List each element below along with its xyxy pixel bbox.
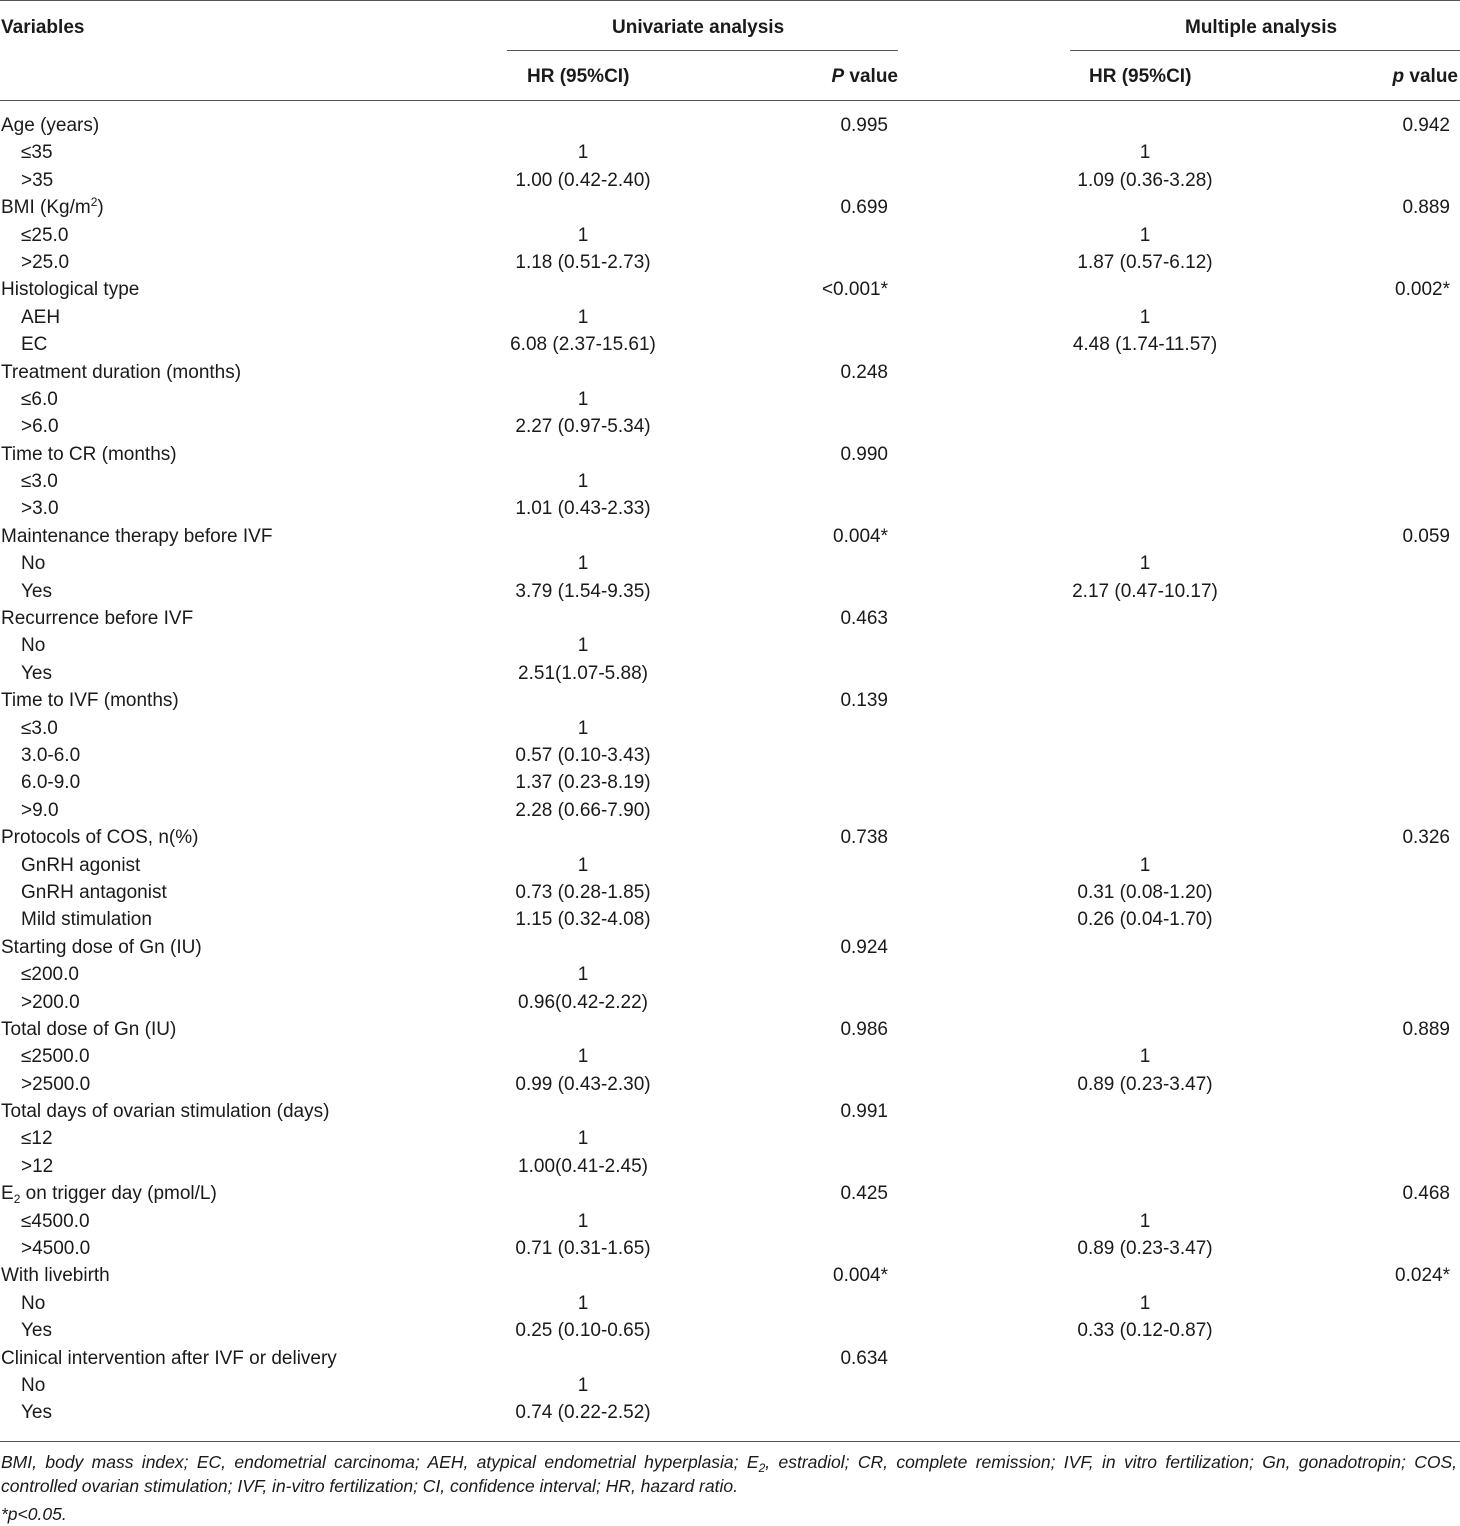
univariate-hr-cell: 1 <box>577 717 589 739</box>
table-row <box>0 1317 1460 1344</box>
multiple-p-cell: 0.024* <box>1395 1265 1450 1287</box>
variable-label: Yes <box>21 580 52 602</box>
univariate-p-cell: 0.995 <box>840 115 888 136</box>
multiple-hr-cell <box>1145 934 1146 961</box>
variable-label: Age (years) <box>1 115 100 136</box>
variable-label: Protocols of COS, n(%) <box>1 827 199 849</box>
variable-label: ≤2500.0 <box>21 1046 90 1068</box>
multiple-hr-cell <box>1145 1125 1146 1152</box>
table-row <box>0 824 1460 851</box>
multiple-hr-cell <box>1145 1016 1146 1043</box>
table-row <box>0 715 1460 742</box>
table-row <box>0 468 1460 495</box>
multiple-p-cell: 0.326 <box>1402 827 1450 849</box>
variable-label: Clinical intervention after IVF or delivery <box>1 1347 337 1369</box>
multiple-hr-cell: 1 <box>1139 1292 1151 1314</box>
univariate-hr-cell: 1 <box>577 471 589 493</box>
multiple-rule <box>1070 50 1460 51</box>
variable-label: Total days of ovarian stimulation (days) <box>1 1101 330 1123</box>
variable-label: EC <box>21 334 48 356</box>
univariate-p-cell: <0.001* <box>821 279 888 301</box>
multiple-p-cell: 0.942 <box>1402 115 1450 136</box>
variable-label: Yes <box>21 1320 52 1342</box>
multiple-hr-cell <box>1145 961 1146 988</box>
multiple-hr-cell <box>1145 632 1146 659</box>
multiple-hr-cell <box>1145 495 1146 522</box>
multiple-hr-cell: 0.31 (0.08-1.20) <box>1077 881 1213 903</box>
header-univariate-hr: HR (95%CI) <box>527 66 630 87</box>
variable-label: No <box>21 635 46 657</box>
table-row <box>0 797 1460 824</box>
multiple-hr-cell <box>1145 715 1146 742</box>
table-row <box>0 1153 1460 1180</box>
table-row <box>0 632 1460 659</box>
univariate-hr-cell: 0.25 (0.10-0.65) <box>515 1320 651 1342</box>
multiple-p-cell: 0.889 <box>1402 1018 1450 1040</box>
table-row <box>0 879 1460 906</box>
univariate-p-cell: 0.248 <box>840 361 888 383</box>
univariate-hr-cell <box>583 1098 584 1125</box>
header-univariate-p: P value <box>831 66 898 87</box>
table-row <box>0 1098 1460 1125</box>
univariate-hr-cell <box>583 441 584 468</box>
univariate-hr-cell: 3.79 (1.54-9.35) <box>515 580 651 602</box>
multiple-hr-cell <box>1145 687 1146 714</box>
variable-label: Starting dose of Gn (IU) <box>1 936 202 958</box>
variable-label: >35 <box>21 169 54 191</box>
table-row <box>0 112 1460 139</box>
univariate-hr-cell: 2.51(1.07-5.88) <box>518 662 648 684</box>
univariate-hr-cell: 1.37 (0.23-8.19) <box>515 772 651 794</box>
table-row <box>0 742 1460 769</box>
univariate-p-cell: 0.990 <box>840 443 888 465</box>
univariate-hr-cell: 1.15 (0.32-4.08) <box>515 909 651 931</box>
multiple-hr-cell <box>1145 605 1146 632</box>
variable-label: >12 <box>21 1155 54 1177</box>
univariate-rule <box>507 50 898 51</box>
variable-label: ≤6.0 <box>21 388 58 410</box>
table-row <box>0 1262 1460 1289</box>
variable-label: Total dose of Gn (IU) <box>1 1018 177 1040</box>
variable-label: ≤35 <box>21 142 53 164</box>
univariate-hr-cell <box>583 523 584 550</box>
variable-label: No <box>21 1374 46 1396</box>
table-row <box>0 1125 1460 1152</box>
table-row <box>0 989 1460 1016</box>
variable-label: Mild stimulation <box>21 909 152 931</box>
multiple-hr-cell: 1 <box>1139 142 1151 164</box>
univariate-hr-cell <box>583 359 584 386</box>
table-row <box>0 1290 1460 1317</box>
header-variables: Variables <box>1 17 85 38</box>
univariate-hr-cell: 1 <box>577 1046 589 1068</box>
multiple-hr-cell <box>1145 989 1146 1016</box>
multiple-hr-cell <box>1145 769 1146 796</box>
univariate-p-cell: 0.004* <box>833 525 888 547</box>
table-row <box>0 249 1460 276</box>
univariate-hr-cell: 1 <box>577 1128 589 1150</box>
univariate-hr-cell <box>583 687 584 714</box>
univariate-hr-cell <box>583 605 584 632</box>
variable-label: AEH <box>21 306 61 328</box>
univariate-hr-cell <box>583 1016 584 1043</box>
multiple-hr-cell <box>1145 441 1146 468</box>
univariate-p-cell: 0.924 <box>840 936 888 958</box>
multiple-hr-cell <box>1145 276 1146 303</box>
variable-label: ≤200.0 <box>21 964 79 986</box>
table-row <box>0 852 1460 879</box>
multiple-hr-cell: 1 <box>1139 306 1151 328</box>
top-rule <box>0 0 1460 1</box>
multiple-hr-cell <box>1145 1098 1146 1125</box>
bottom-rule <box>0 1441 1460 1442</box>
variable-label: ≤3.0 <box>21 717 58 739</box>
multiple-hr-cell <box>1145 468 1146 495</box>
variable-label: No <box>21 1292 46 1314</box>
multiple-hr-cell <box>1145 413 1146 440</box>
table-row <box>0 934 1460 961</box>
univariate-hr-cell: 0.96(0.42-2.22) <box>518 991 648 1013</box>
table-row <box>0 1180 1460 1207</box>
multiple-p-cell: 0.059 <box>1402 525 1450 547</box>
table-row <box>0 906 1460 933</box>
variable-label: >200.0 <box>21 991 80 1013</box>
variable-label: Maintenance therapy before IVF <box>1 525 273 547</box>
univariate-p-cell: 0.699 <box>840 197 888 219</box>
univariate-hr-cell: 1 <box>577 553 589 575</box>
univariate-hr-cell: 1 <box>577 306 589 328</box>
table-row <box>0 1208 1460 1235</box>
univariate-p-cell: 0.738 <box>840 827 888 849</box>
multiple-hr-cell: 0.33 (0.12-0.87) <box>1077 1320 1213 1342</box>
table-row <box>0 331 1460 358</box>
multiple-hr-cell: 2.17 (0.47-10.17) <box>1072 580 1218 602</box>
multiple-hr-cell <box>1145 1153 1146 1180</box>
multiple-hr-cell: 0.26 (0.04-1.70) <box>1077 909 1213 931</box>
header-multiple: Multiple analysis <box>1185 17 1338 38</box>
univariate-hr-cell: 1 <box>577 964 589 986</box>
variable-label: Histological type <box>1 279 140 301</box>
univariate-p-cell: 0.634 <box>840 1347 888 1369</box>
multiple-hr-cell <box>1145 797 1146 824</box>
multiple-hr-cell: 1 <box>1139 1046 1151 1068</box>
univariate-hr-cell: 0.57 (0.10-3.43) <box>515 744 651 766</box>
table-row <box>0 304 1460 331</box>
univariate-p-cell: 0.986 <box>840 1018 888 1040</box>
multiple-p-cell: 0.468 <box>1402 1183 1450 1205</box>
table-row <box>0 222 1460 249</box>
multiple-hr-cell <box>1145 112 1146 139</box>
variable-label: Yes <box>21 1402 52 1424</box>
univariate-hr-cell: 1 <box>577 854 589 876</box>
univariate-hr-cell: 1.18 (0.51-2.73) <box>515 251 651 273</box>
univariate-hr-cell: 1 <box>577 388 589 410</box>
univariate-hr-cell: 1 <box>577 142 589 164</box>
variable-label: >4500.0 <box>21 1238 91 1260</box>
table-row <box>0 413 1460 440</box>
multiple-hr-cell <box>1145 1262 1146 1289</box>
multiple-hr-cell: 1 <box>1139 854 1151 876</box>
multiple-hr-cell: 1 <box>1139 224 1151 246</box>
univariate-hr-cell <box>583 1345 584 1372</box>
multiple-hr-cell <box>1145 1180 1146 1207</box>
variable-label: $E_2$ on trigger day (pmol/L) <box>1 1183 217 1207</box>
univariate-hr-cell: 1 <box>577 1374 589 1396</box>
multiple-hr-cell <box>1145 1372 1146 1399</box>
table-row <box>0 1016 1460 1043</box>
univariate-p-cell: 0.463 <box>840 608 888 630</box>
univariate-hr-cell <box>583 112 584 139</box>
variable-label: Time to CR (months) <box>1 443 177 465</box>
multiple-hr-cell: 4.48 (1.74-11.57) <box>1072 334 1218 356</box>
multiple-hr-cell <box>1145 386 1146 413</box>
univariate-hr-cell: 2.28 (0.66-7.90) <box>515 799 651 821</box>
table-row <box>0 139 1460 166</box>
univariate-hr-cell: 1 <box>577 224 589 246</box>
table-row <box>0 523 1460 550</box>
table-row <box>0 578 1460 605</box>
univariate-hr-cell: 0.74 (0.22-2.52) <box>515 1402 651 1424</box>
table-row <box>0 1372 1460 1399</box>
univariate-hr-cell: 0.71 (0.31-1.65) <box>515 1238 651 1260</box>
univariate-hr-cell: 1.01 (0.43-2.33) <box>515 498 651 520</box>
univariate-hr-cell: 0.73 (0.28-1.85) <box>515 881 651 903</box>
variable-label: GnRH antagonist <box>21 881 167 903</box>
univariate-hr-cell: 1.00 (0.42-2.40) <box>515 169 651 191</box>
multiple-hr-cell: 1 <box>1139 1210 1151 1232</box>
multiple-hr-cell <box>1145 359 1146 386</box>
multiple-hr-cell <box>1145 523 1146 550</box>
table-row <box>0 1235 1460 1262</box>
header-multiple-hr: HR (95%CI) <box>1089 66 1192 87</box>
variable-label: Treatment duration (months) <box>1 361 242 383</box>
table-row <box>0 495 1460 522</box>
variable-label: With livebirth <box>1 1265 110 1287</box>
univariate-hr-cell: 1 <box>577 1210 589 1232</box>
multiple-p-cell: 0.889 <box>1402 197 1450 219</box>
header-univariate: Univariate analysis <box>612 17 785 38</box>
univariate-p-cell: 0.425 <box>840 1183 888 1205</box>
variable-label: 3.0-6.0 <box>21 744 81 766</box>
univariate-hr-cell <box>583 1180 584 1207</box>
table-row <box>0 276 1460 303</box>
multiple-hr-cell: 1 <box>1139 553 1151 575</box>
variable-label: BMI $(Kg/m^2)$ <box>1 195 104 219</box>
variable-label: GnRH agonist <box>21 854 141 876</box>
table-row <box>0 386 1460 413</box>
variable-label: 6.0-9.0 <box>21 772 81 794</box>
footnote-abbreviations: BMI, body mass index; EC, endometrial carcinoma; AEH, atypical endometrial hyperplasia; $E_2$, estradiol; CR, complete remission; IVF, in vitro fertilization; Gn, gonadotropin; COS, controlled ovarian stimulation; IVF, in-vitro fertilization; CI, confidence interval; HR, hazard ratio. <box>1 1452 1457 1496</box>
variable-label: >25.0 <box>21 251 70 273</box>
multiple-hr-cell <box>1145 1345 1146 1372</box>
table-row <box>0 1043 1460 1070</box>
table-row <box>0 441 1460 468</box>
univariate-hr-cell: 1 <box>577 635 589 657</box>
table-row <box>0 1345 1460 1372</box>
variable-label: >3.0 <box>21 498 59 520</box>
variable-label: Yes <box>21 662 52 684</box>
multiple-hr-cell: 0.89 (0.23-3.47) <box>1077 1073 1213 1095</box>
multiple-p-cell: 0.002* <box>1395 279 1450 301</box>
variable-label: Time to IVF (months) <box>1 690 179 712</box>
univariate-hr-cell: 2.27 (0.97-5.34) <box>515 416 651 438</box>
multiple-hr-cell <box>1145 1399 1146 1426</box>
univariate-hr-cell <box>583 934 584 961</box>
variable-label: >9.0 <box>21 799 59 821</box>
univariate-hr-cell: 0.99 (0.43-2.30) <box>515 1073 651 1095</box>
table-row <box>0 769 1460 796</box>
table-body <box>0 112 1460 1427</box>
multiple-hr-cell <box>1145 742 1146 769</box>
table-row <box>0 687 1460 714</box>
multiple-hr-cell: 0.89 (0.23-3.47) <box>1077 1238 1213 1260</box>
table-row <box>0 605 1460 632</box>
univariate-p-cell: 0.004* <box>833 1265 888 1287</box>
univariate-hr-cell <box>583 1262 584 1289</box>
multiple-hr-cell: 1.09 (0.36-3.28) <box>1077 169 1213 191</box>
variable-label: ≤12 <box>21 1128 53 1150</box>
table-row <box>0 550 1460 577</box>
variable-label: >2500.0 <box>21 1073 91 1095</box>
univariate-hr-cell: 1.00(0.41-2.45) <box>518 1155 648 1177</box>
univariate-p-cell: 0.139 <box>840 690 888 712</box>
variable-label: Recurrence before IVF <box>1 608 194 630</box>
variable-label: ≤4500.0 <box>21 1210 90 1232</box>
univariate-hr-cell: 1 <box>577 1292 589 1314</box>
variable-label: >6.0 <box>21 416 59 438</box>
multiple-hr-cell <box>1145 824 1146 851</box>
multiple-hr-cell <box>1145 194 1146 221</box>
table-row <box>0 1399 1460 1426</box>
header-multiple-p: p value <box>1392 66 1458 87</box>
multiple-hr-cell <box>1145 660 1146 687</box>
multiple-hr-cell: 1.87 (0.57-6.12) <box>1077 251 1213 273</box>
footnote-significance: *p<0.05. <box>1 1504 67 1524</box>
table-row <box>0 359 1460 386</box>
table-row <box>0 194 1460 221</box>
variable-label: No <box>21 553 46 575</box>
variable-label: ≤25.0 <box>21 224 69 246</box>
univariate-hr-cell <box>583 194 584 221</box>
univariate-hr-cell: 6.08 (2.37-15.61) <box>510 334 656 356</box>
univariate-hr-cell <box>583 276 584 303</box>
table-row <box>0 961 1460 988</box>
table-row <box>0 167 1460 194</box>
variable-label: ≤3.0 <box>21 471 58 493</box>
table-row <box>0 660 1460 687</box>
univariate-hr-cell <box>583 824 584 851</box>
univariate-p-cell: 0.991 <box>840 1101 888 1123</box>
header-bottom-rule <box>0 100 1460 101</box>
table-row <box>0 1071 1460 1098</box>
